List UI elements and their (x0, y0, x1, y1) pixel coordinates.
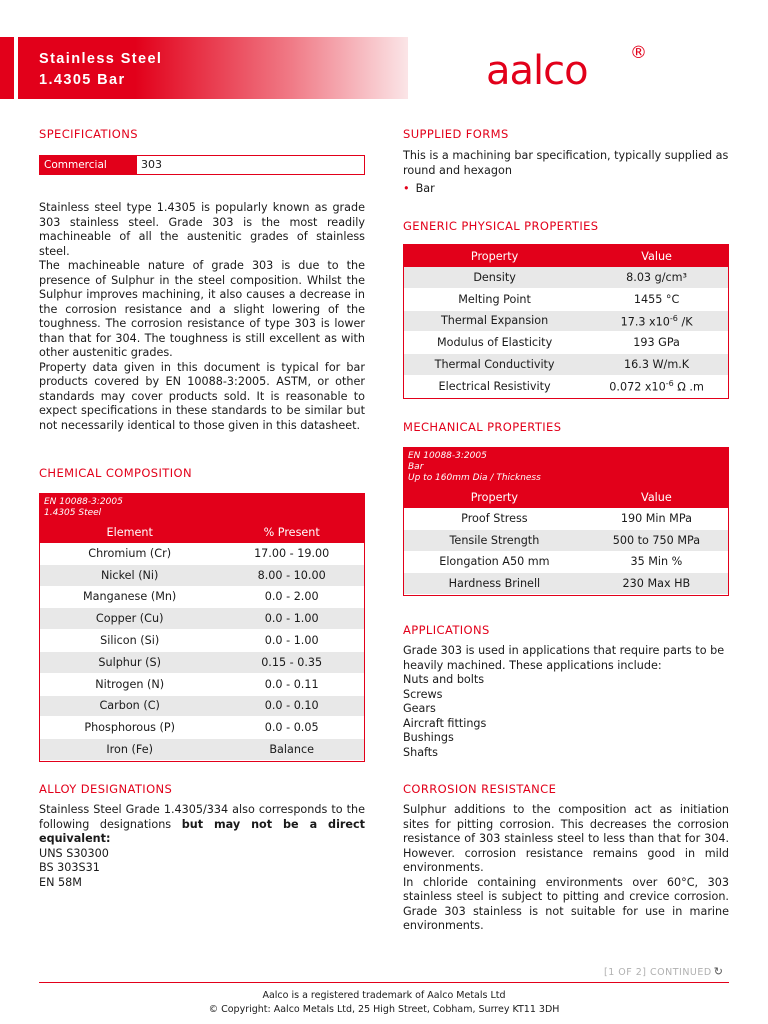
value-cell: 500 to 750 MPa (585, 529, 728, 551)
column-header: Property (404, 486, 585, 508)
supplied-description: This is a machining bar specification, typically supplied as round and hexagon (403, 149, 729, 177)
corrosion-paragraph: In chloride containing environments over 60°C, 303 stainless steel is subject to pitting and crevice corrosion. Grade 303 stainless is not suitable for use in marine environments. (403, 875, 729, 932)
value-cell: 1455 °C (585, 288, 728, 310)
continue-arrow-icon: ↻ (713, 965, 724, 978)
element-cell: Manganese (Mn) (40, 586, 219, 608)
applications-intro: Grade 303 is used in applications that require parts to be heavily machined. These applications include: (403, 644, 725, 672)
list-item: UNS S30300 (39, 846, 109, 860)
chemical-composition-table (39, 493, 365, 762)
percent-cell: 8.00 - 10.00 (219, 564, 364, 586)
percent-cell: 0.0 - 1.00 (219, 608, 364, 630)
table-row (40, 543, 364, 564)
element-cell: Copper (Cu) (40, 608, 219, 630)
column-header: Element (40, 521, 219, 543)
table-row (40, 695, 364, 717)
table-row (404, 332, 728, 354)
aalco-logo (486, 43, 647, 94)
caption-grade: 1.4305 Steel (44, 508, 102, 518)
supplied-forms-text (403, 149, 729, 197)
table-row (404, 267, 728, 288)
chemical-table-caption (40, 494, 364, 521)
applications-heading: APPLICATIONS (403, 623, 490, 637)
property-cell: Elongation A50 mm (404, 551, 585, 573)
logo-text: aalco (486, 48, 588, 94)
caption-standard: EN 10088-3:2005 (44, 497, 123, 507)
property-cell: Melting Point (404, 288, 585, 310)
value-cell: 190 Min MPa (585, 508, 728, 529)
value-cell: 193 GPa (585, 332, 728, 354)
spec-paragraph: The machineable nature of grade 303 is due to the presence of Sulphur in the steel composition. Whilst the Sulphur improves machining, it also causes a decrease in the corrosion resistance and a slight lowering of the toughness. The corrosion resistance of type 303 is lower than that for 304. The toughness is still excellent as with other austenitic grades. (39, 259, 365, 359)
mechanical-properties-heading: MECHANICAL PROPERTIES (403, 420, 562, 434)
alloy-intro-bold: but may not be a direct equivalent: (39, 817, 365, 845)
header-accent-bar (0, 37, 14, 99)
spec-paragraph: Stainless steel type 1.4305 is popularly known as grade 303 stainless steel. Grade 303 is the most readily machineable of all the austenitic grades of stainless steel. (39, 201, 365, 258)
percent-cell: 0.0 - 2.00 (219, 586, 364, 608)
bullet-icon: • (403, 182, 410, 195)
element-cell: Carbon (C) (40, 695, 219, 717)
mechanical-properties-table (403, 447, 729, 596)
column-header: % Present (219, 521, 364, 543)
document-title (39, 49, 162, 91)
specifications-text (39, 201, 365, 433)
list-item (403, 182, 729, 197)
table-row (404, 573, 728, 595)
registered-mark: ® (630, 43, 647, 63)
corrosion-resistance-text (403, 803, 729, 934)
table-row (404, 529, 728, 551)
caption-size: Up to 160mm Dia / Thickness (408, 473, 541, 483)
percent-cell: 0.15 - 0.35 (219, 651, 364, 673)
value-cell: 8.03 g/cm³ (585, 267, 728, 288)
property-cell: Tensile Strength (404, 529, 585, 551)
property-cell: Hardness Brinell (404, 573, 585, 595)
element-cell: Sulphur (S) (40, 651, 219, 673)
alloy-intro-text: Stainless Steel Grade 1.4305/334 also corresponds to the following designations (39, 803, 365, 831)
list-item: Screws (403, 687, 443, 701)
caption-form: Bar (408, 462, 424, 472)
table-row (404, 551, 728, 573)
value-exponent: -6 (669, 313, 678, 323)
footer-divider (39, 982, 729, 983)
title-line-2: 1.4305 Bar (39, 72, 126, 88)
value-cell (585, 310, 728, 332)
value-main: 0.072 x10 (609, 380, 666, 394)
caption-standard: EN 10088-3:2005 (408, 451, 487, 461)
element-cell: Chromium (Cr) (40, 543, 219, 564)
column-header: Value (585, 486, 728, 508)
value-main: 17.3 x10 (620, 315, 670, 329)
table-row (40, 673, 364, 695)
list-item: Nuts and bolts (403, 673, 485, 686)
applications-list (403, 673, 729, 760)
value-exponent: -6 (665, 379, 674, 389)
commercial-spec-row (39, 155, 365, 175)
table-row (40, 717, 364, 739)
element-cell: Nitrogen (N) (40, 673, 219, 695)
value-cell (585, 375, 728, 397)
title-line-1: Stainless Steel (39, 51, 163, 67)
table-row (40, 586, 364, 608)
column-header: Value (585, 245, 728, 267)
property-cell: Thermal Conductivity (404, 354, 585, 376)
percent-cell: Balance (219, 739, 364, 761)
table-row (40, 651, 364, 673)
commercial-label: Commercial (40, 156, 137, 174)
specifications-heading: SPECIFICATIONS (39, 127, 138, 141)
copyright-notice: © Copyright: Aalco Metals Ltd, 25 High Street, Cobham, Surrey KT11 3DH (208, 1004, 560, 1015)
value-cell: 230 Max HB (585, 573, 728, 595)
continued-indicator (604, 965, 723, 978)
percent-cell: 0.0 - 0.05 (219, 717, 364, 739)
column-header: Property (404, 245, 585, 267)
alloy-intro (39, 803, 365, 847)
percent-cell: 0.0 - 0.11 (219, 673, 364, 695)
list-item: EN 58M (39, 875, 82, 889)
list-item: Gears (403, 702, 436, 715)
mechanical-table-caption (404, 448, 728, 486)
value-cell: 35 Min % (585, 551, 728, 573)
table-row (404, 508, 728, 529)
table-row (40, 608, 364, 630)
list-item: BS 303S31 (39, 861, 100, 874)
property-cell: Density (404, 267, 585, 288)
physical-properties-table (403, 244, 729, 399)
value-unit: Ω .m (673, 380, 704, 394)
property-cell: Thermal Expansion (404, 310, 585, 332)
element-cell: Iron (Fe) (40, 739, 219, 761)
supplied-forms-heading: SUPPLIED FORMS (403, 127, 509, 141)
table-row (404, 310, 728, 332)
designation-list (39, 847, 365, 891)
table-row (404, 375, 728, 397)
table-row (404, 288, 728, 310)
percent-cell: 0.0 - 0.10 (219, 695, 364, 717)
applications-text (403, 644, 729, 760)
page-header (0, 37, 768, 99)
alloy-designations-text (39, 803, 365, 890)
trademark-notice: Aalco is a registered trademark of Aalco Metals Ltd (262, 990, 506, 1001)
commercial-value: 303 (141, 158, 162, 171)
property-cell: Electrical Resistivity (404, 375, 585, 397)
table-row (40, 739, 364, 761)
element-cell: Silicon (Si) (40, 630, 219, 652)
percent-cell: 17.00 - 19.00 (219, 543, 364, 564)
physical-properties-heading: GENERIC PHYSICAL PROPERTIES (403, 219, 599, 233)
element-cell: Phosphorous (P) (40, 717, 219, 739)
element-cell: Nickel (Ni) (40, 564, 219, 586)
table-row (40, 630, 364, 652)
chemical-composition-heading: CHEMICAL COMPOSITION (39, 466, 192, 480)
corrosion-resistance-heading: CORROSION RESISTANCE (403, 782, 557, 796)
value-cell: 16.3 W/m.K (585, 354, 728, 376)
continued-text: [1 OF 2] CONTINUED (604, 967, 712, 978)
value-unit: /K (677, 315, 693, 329)
list-item: Aircraft fittings (403, 716, 487, 730)
percent-cell: 0.0 - 1.00 (219, 630, 364, 652)
spec-paragraph: Property data given in this document is typical for bar products covered by EN 10088-3:2005. ASTM, or other standards may cover products sold. It is reasonable to expect specifications in these standards to be similar but not necessarily identical to those given in this datasheet. (39, 360, 365, 432)
supplied-item: Bar (415, 182, 435, 195)
table-row (40, 564, 364, 586)
list-item: Shafts (403, 745, 439, 759)
alloy-designations-heading: ALLOY DESIGNATIONS (39, 782, 173, 796)
corrosion-paragraph: Sulphur additions to the composition act as initiation sites for pitting corrosion. This decreases the corrosion resistance of 303 stainless steel to less than that for 304. However. corrosion resistance remains good in mild environments. (403, 803, 729, 874)
property-cell: Modulus of Elasticity (404, 332, 585, 354)
table-row (404, 354, 728, 376)
list-item: Bushings (403, 731, 454, 744)
property-cell: Proof Stress (404, 508, 585, 529)
